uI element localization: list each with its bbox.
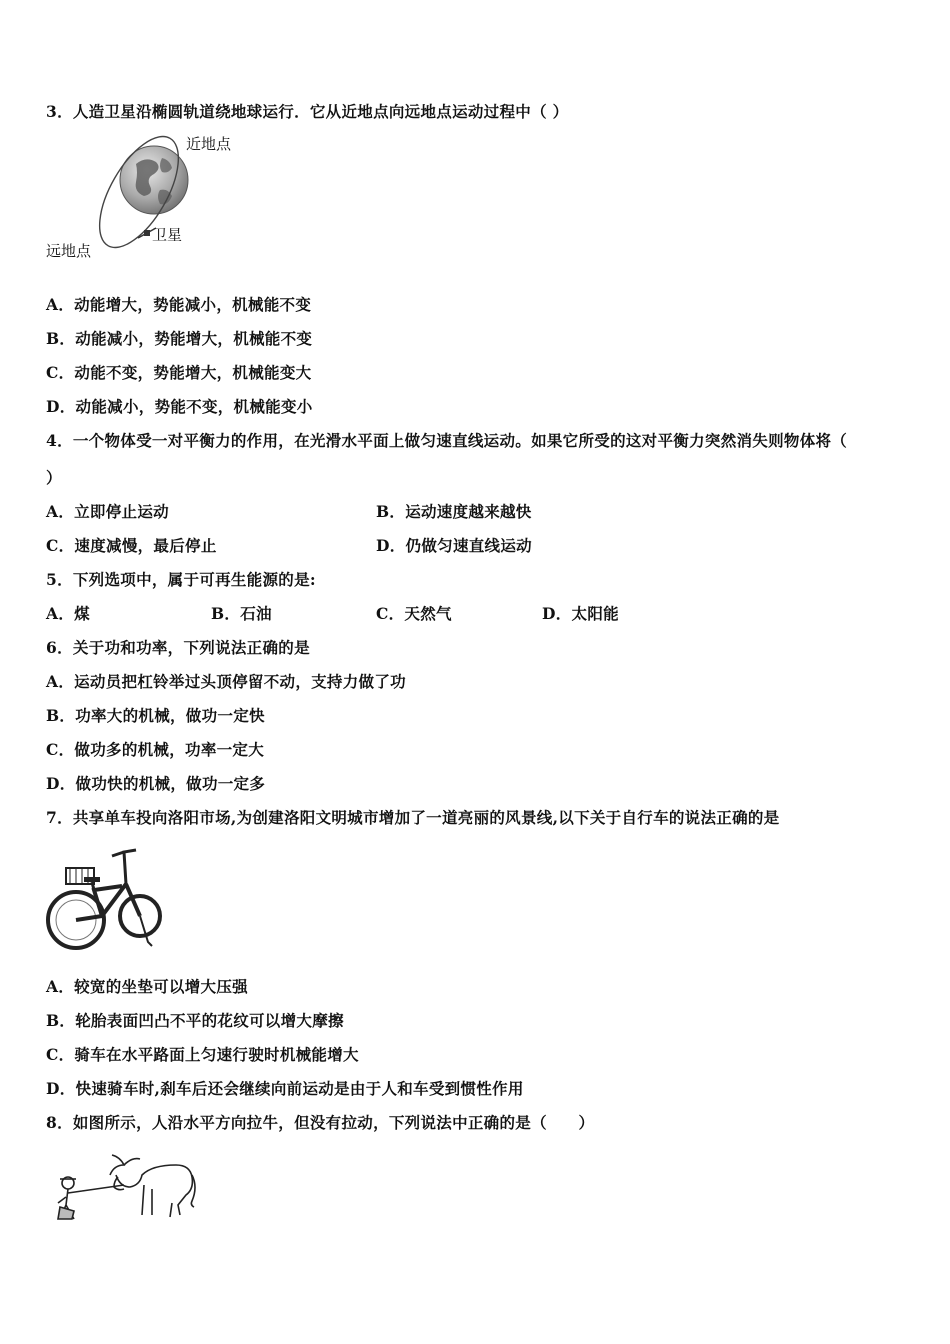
q4-stem: 4．一个物体受一对平衡力的作用，在光滑水平面上做匀速直线运动。如果它所受的这对平衡力突然消失则物体将（ [46,431,848,450]
q6-stem: 6．关于功和功率，下列说法正确的是 [46,638,310,657]
q5-option-d[interactable]: D．太阳能 [542,604,619,623]
bicycle-figure [44,842,164,954]
q3-stem: 3．人造卫星沿椭圆轨道绕地球运行．它从近地点向远地点运动过程中（ ） [46,102,569,121]
q3-option-c[interactable]: C．动能不变，势能增大，机械能变大 [46,363,312,382]
q3-option-d[interactable]: D．动能减小，势能不变，机械能变小 [46,397,313,416]
q3-option-a[interactable]: A．动能增大，势能减小，机械能不变 [46,295,312,314]
label-perigee: 近地点 [186,135,232,153]
q6-option-b[interactable]: B．功率大的机械，做功一定快 [46,706,265,725]
q5-option-a[interactable]: A．煤 [46,604,90,623]
q7-stem: 7．共享单车投向洛阳市场,为创建洛阳文明城市增加了一道亮丽的风景线,以下关于自行车的说法正确的是 [46,808,780,827]
satellite-orbit-figure [44,130,244,265]
q6-option-d[interactable]: D．做功快的机械，做功一定多 [46,774,266,793]
q7-option-c[interactable]: C．骑车在水平路面上匀速行驶时机械能增大 [46,1045,359,1064]
q6-option-a[interactable]: A．运动员把杠铃举过头顶停留不动，支持力做了功 [46,672,406,691]
q5-option-b[interactable]: B．石油 [211,604,272,623]
label-satellite: 卫星 [152,226,183,244]
q7-option-d[interactable]: D．快速骑车时,刹车后还会继续向前运动是由于人和车受到惯性作用 [46,1079,524,1098]
person-pulling-cow-figure [52,1145,202,1225]
cow-icon [110,1155,195,1217]
q4-option-c[interactable]: C．速度减慢，最后停止 [46,536,217,555]
label-apogee: 远地点 [46,242,92,260]
q4-option-a[interactable]: A．立即停止运动 [46,502,169,521]
q7-option-a[interactable]: A．较宽的坐垫可以增大压强 [46,977,248,996]
q8-stem: 8．如图所示，人沿水平方向拉牛，但没有拉动，下列说法中正确的是（ ） [46,1113,595,1132]
q5-option-c[interactable]: C．天然气 [376,604,452,623]
q3-option-b[interactable]: B．动能减小，势能增大，机械能不变 [46,329,313,348]
q4-option-b[interactable]: B．运动速度越来越快 [376,502,532,521]
q7-option-b[interactable]: B．轮胎表面凹凸不平的花纹可以增大摩擦 [46,1011,344,1030]
person-icon [58,1177,82,1219]
q5-stem: 5．下列选项中，属于可再生能源的是: [46,570,316,589]
q4-stem-cont: ） [46,468,62,487]
q4-option-d[interactable]: D．仍做匀速直线运动 [376,536,532,555]
q6-option-c[interactable]: C．做功多的机械，功率一定大 [46,740,265,759]
